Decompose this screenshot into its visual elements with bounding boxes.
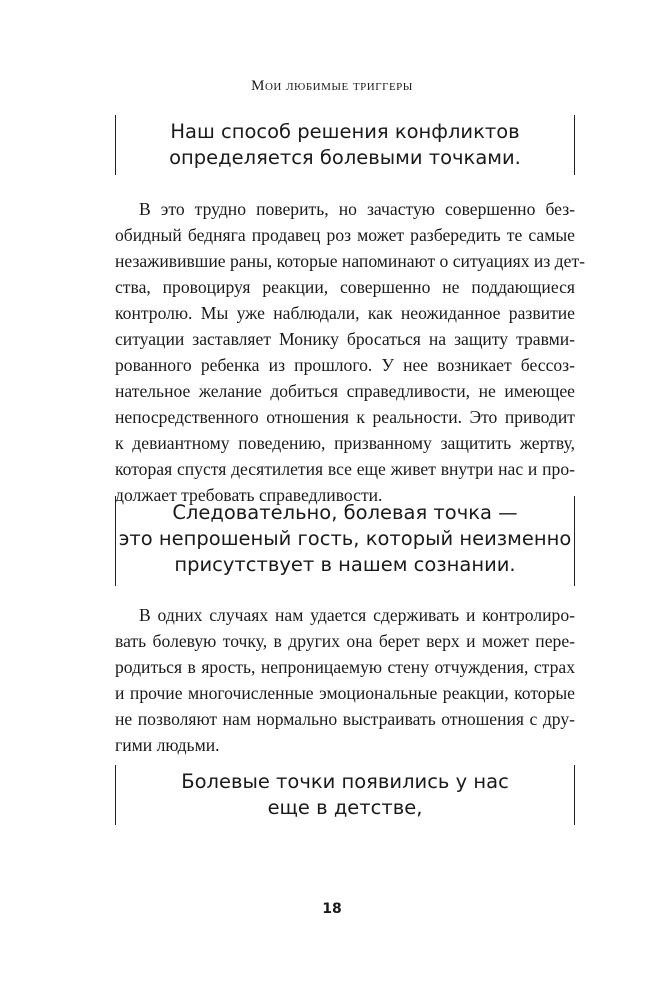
paragraph-line: обидный бедняга продавец роз может разбередить те самые bbox=[115, 225, 575, 245]
paragraph-line: В это трудно поверить, но зачастую совершенно без- bbox=[139, 199, 575, 219]
quote-line: Следовательно, болевая точка — bbox=[172, 501, 518, 524]
paragraph-line: контролю. Мы уже наблюдали, как неожиданное развитие bbox=[115, 303, 575, 323]
paragraph-line: которая спустя десятилетия все еще живет внутри нас и про- bbox=[115, 459, 575, 479]
quote-line: Наш способ решения конфликтов bbox=[170, 120, 520, 143]
body-paragraph-1 bbox=[115, 196, 585, 508]
pull-quote-2 bbox=[115, 496, 575, 586]
quote-line: это непрошеный гость, который неизменно bbox=[118, 527, 572, 550]
paragraph-line: ства, провоцируя реакции, совершенно не поддающиеся bbox=[115, 277, 575, 297]
paragraph-line: нательное желание добиться справедливости, не имеющее bbox=[115, 381, 575, 401]
paragraph-line: рованного ребенка из прошлого. У нее возникает бессоз- bbox=[115, 355, 575, 375]
pull-quote-1 bbox=[115, 115, 575, 175]
body-paragraph-2 bbox=[115, 602, 575, 758]
paragraph-line: непосредственного отношения к реальности. Это приводит bbox=[115, 407, 575, 427]
paragraph-line: к девиантному поведению, призванному защитить жертву, bbox=[115, 433, 575, 453]
paragraph-line: незаживившие раны, которые напоминают о ситуациях из дет- bbox=[115, 251, 585, 271]
quote-line: определяется болевыми точками. bbox=[169, 146, 521, 169]
pull-quote-3 bbox=[115, 765, 575, 825]
paragraph-line: В одних случаях нам удается сдерживать и контролиро- bbox=[139, 605, 575, 625]
paragraph-line: родиться в ярость, непроницаемую стену отчуждения, страх bbox=[115, 657, 575, 677]
running-head: Мои любимые триггеры bbox=[251, 78, 413, 94]
quote-line: еще в детстве, bbox=[267, 796, 423, 819]
paragraph-line: ситуации заставляет Монику бросаться на защиту травми- bbox=[115, 329, 575, 349]
paragraph-line: гими людьми. bbox=[115, 735, 220, 755]
page-number: 18 bbox=[322, 901, 342, 917]
paragraph-line: должает требовать справедливости. bbox=[115, 485, 383, 505]
paragraph-line: вать болевую точку, в других она берет верх и может пере- bbox=[115, 631, 575, 651]
quote-line: Болевые точки появились у нас bbox=[181, 770, 509, 793]
paragraph-line: и прочие многочисленные эмоциональные реакции, которые bbox=[115, 683, 575, 703]
paragraph-line: не позволяют нам нормально выстраивать отношения с дру- bbox=[115, 709, 575, 729]
quote-line: присутствует в нашем сознании. bbox=[174, 553, 516, 576]
